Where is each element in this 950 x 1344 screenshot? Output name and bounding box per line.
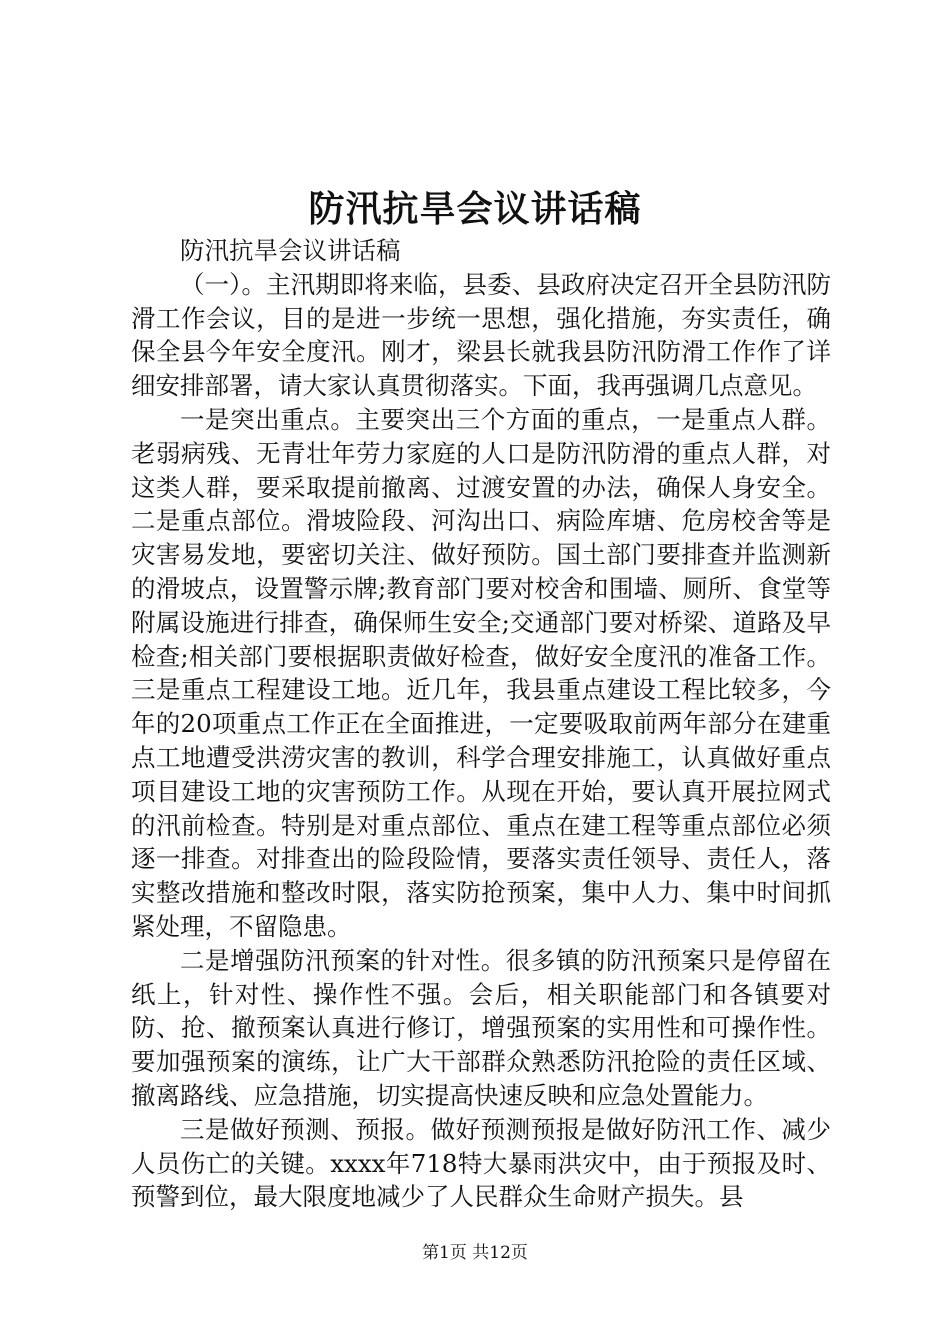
paragraph-subtitle: 防汛抗旱会议讲话稿 (180, 236, 401, 265)
paragraph-point-three: 三是做好预测、预报。做好预测预报是做好防汛工作、减少人员伤亡的关键。xxxx年718特大暴雨洪灾中，由于预报及时、预警到位，最大限度地减少了人民群众生命财产损失。县 (131, 1114, 831, 1212)
document-title: 防汛抗旱会议讲话稿 (308, 188, 642, 230)
paragraph-point-two: 二是增强防汛预案的针对性。很多镇的防汛预案只是停留在纸上，针对性、操作性不强。会后，相关职能部门和各镇要对防、抢、撤预案认真进行修订，增强预案的实用性和可操作性。要加强预案的演练，让广大干部群众熟悉防汛抢险的责任区域、撤离路线、应急措施，切实提高快速反映和应急处置能力。 (131, 945, 831, 1110)
paragraph-point-one: 一是突出重点。主要突出三个方面的重点，一是重点人群。老弱病残、无青壮年劳力家庭的人口是防汛防滑的重点人群，对这类人群，要采取提前撤离、过渡安置的办法，确保人身安全。二是重点部位。滑坡险段、河沟出口、病险库塘、危房校舍等是灾害易发地，要密切关注、做好预防。国土部门要排查并监测新的滑坡点，设置警示牌;教育部门要对校舍和围墙、厕所、食堂等附属设施进行排查，确保师生安全;交通部门要对桥梁、道路及早检查;相关部门要根据职责做好检查，做好安全度汛的准备工作。三是重点工程建设工地。近几年，我县重点建设工程比较多，今年的20项重点工作正在全面推进，一定要吸取前两年部分在建重点工地遭受洪涝灾害的教训，科学合理安排施工，认真做好重点项目建设工地的灾害预防工作。从现在开始，要认真开展拉网式的汛前检查。特别是对重点部位、重点在建工程等重点部位必须逐一排查。对排查出的险段险情，要落实责任领导、责任人，落实整改措施和整改时限，落实防抢预案，集中人力、集中时间抓紧处理，不留隐患。 (131, 404, 831, 941)
document-body (131, 234, 831, 1214)
paragraph-intro: （一）。主汛期即将来临，县委、县政府决定召开全县防汛防滑工作会议，目的是进一步统一思想，强化措施，夯实责任，确保全县今年安全度汛。刚才，梁县长就我县防汛防滑工作作了详细安排部署，请大家认真贯彻落实。下面，我再强调几点意见。 (131, 269, 831, 401)
page-number-footer: 第1页 共12页 (422, 1243, 528, 1263)
